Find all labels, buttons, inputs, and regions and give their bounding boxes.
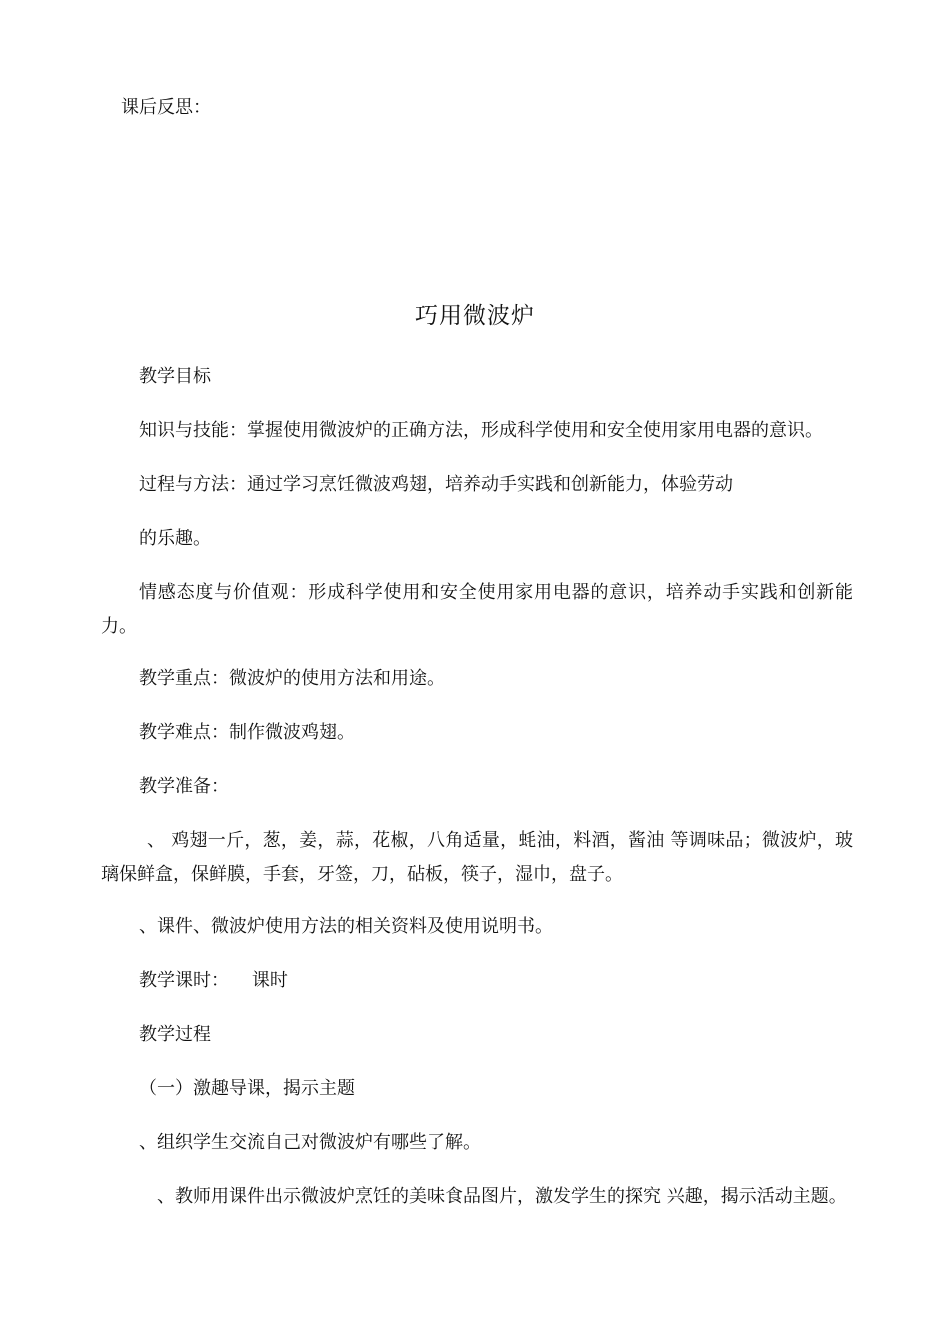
- preparation-item-2: 、课件、微波炉使用方法的相关资料及使用说明书。: [139, 916, 553, 937]
- process-heading: 教学过程: [139, 1024, 211, 1045]
- step-2-paragraph: 、教师用课件出示微波炉烹饪的美味食品图片，激发学生的探究 兴趣，揭示活动主题。: [157, 1186, 847, 1207]
- key-point-text: 教学重点：微波炉的使用方法和用途。: [139, 668, 445, 689]
- section-1-heading: （一）激趣导课，揭示主题: [139, 1078, 355, 1099]
- emotion-values-paragraph: 情感态度与价值观：形成科学使用和安全使用家用电器的意识，培养动手实践和创新能力。: [101, 582, 853, 637]
- step-1-text: 、组织学生交流自己对微波炉有哪些了解。: [139, 1132, 481, 1153]
- difficulty-text: 教学难点：制作微波鸡翅。: [139, 722, 355, 743]
- class-hours-text: 教学课时： 课时: [139, 970, 288, 991]
- process-method-line-1: 过程与方法：通过学习烹饪微波鸡翅，培养动手实践和创新能力，体验劳动: [139, 474, 733, 495]
- preparation-item-1: 、 鸡翅一斤，葱，姜，蒜，花椒，八角适量，蚝油，料酒，酱油 等调味品；微波炉，玻璃保鲜盒，保鲜膜，手套，牙签，刀，砧板，筷子，湿巾，盘子。: [101, 830, 853, 885]
- preparation-heading: 教学准备：: [139, 776, 229, 797]
- reflection-label: 课后反思：: [121, 97, 211, 118]
- knowledge-skills-text: 知识与技能：掌握使用微波炉的正确方法，形成科学使用和安全使用家用电器的意识。: [139, 420, 823, 441]
- objectives-heading: 教学目标: [139, 366, 211, 387]
- process-method-line-2: 的乐趣。: [139, 528, 211, 549]
- document-title: 巧用微波炉: [415, 303, 535, 329]
